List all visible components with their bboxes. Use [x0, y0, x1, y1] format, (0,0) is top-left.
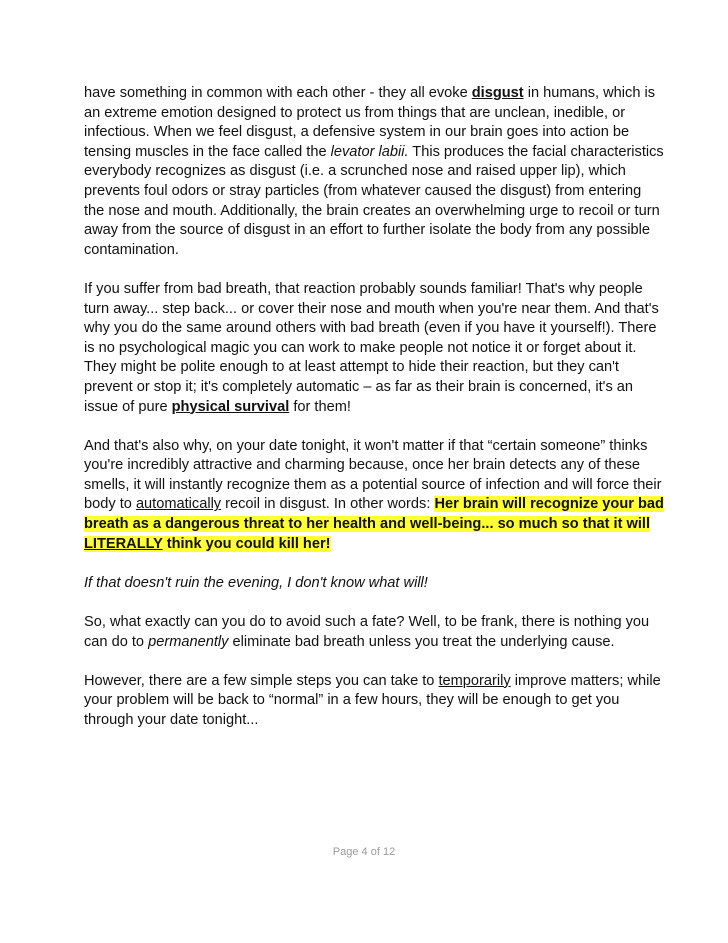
text-run: in humans, which is an extreme emotion designed to protect us from things that are unclean, inedible, or infectious. When we feel disgust, a defensive system in our brain goes into action be tensing muscles in the face called the: [84, 85, 656, 160]
keyword-disgust: disgust: [471, 85, 524, 101]
text-run: However, there are a few simple steps you can take to: [84, 672, 439, 689]
keyword-physical-survival: physical survival: [171, 398, 290, 415]
keyword-literally: LITERALLY: [84, 535, 163, 552]
text-run: have something in common with each other - they all evoke: [84, 85, 472, 101]
page-number: Page 4 of 12: [332, 846, 396, 858]
paragraph-fate: [84, 613, 664, 652]
keyword-temporarily: temporarily: [438, 672, 511, 689]
paragraph-date: [84, 437, 664, 555]
text-run: for them!: [289, 398, 351, 415]
text-run: This produces the facial characteristics everybody recognizes as disgust (i.e. a scrunched nose and raised upper lip), which prevents foul odors or stray particles (from whatever caused the disgust) from entering the nose and mouth. Additionally, the brain creates an overwhelming urge to recoil or turn away from the source of disgust in an effort to further isolate the body from any possible contamination.: [84, 143, 664, 258]
text-run: improve matters; while your problem will be back to “normal” in a few hours, they will be enough to get you through your date tonight...: [84, 672, 661, 728]
highlighted-statement: Her brain will recognize your bad breath as a dangerous threat to her health and well-being... so much so that it will: [84, 496, 664, 533]
text-run: eliminate bad breath unless you treat the underlying cause.: [228, 633, 615, 650]
paragraph-reaction: [84, 280, 664, 417]
paragraph-italic-aside: If that doesn't ruin the evening, I don't know what will!: [84, 574, 428, 591]
text-run: And that's also why, on your date tonight, it won't matter if that “certain someone” thinks you're incredibly attractive and charming because, once her brain detects any of these smells, it will instantly recognize them as a potential source of infection and will force their body to: [84, 437, 662, 513]
keyword-automatically: automatically: [135, 496, 222, 513]
paragraph-disgust: [84, 84, 664, 260]
term-levator-labii: levator labii.: [330, 143, 409, 160]
text-run: If you suffer from bad breath, that reaction probably sounds familiar! That's why people turn away... step back... or cover their nose and mouth when you're near them. And that's why you do the same around others with bad breath (even if you have it yourself!). There is no psychological magic you can work to make people not notice it or forget about it. They might be polite enough to at least attempt to hide their reaction, but they can't prevent or stop it; it's completely automatic – as far as their brain is concerned, it's an issue of pure: [84, 280, 659, 415]
highlighted-statement-end: think you could kill her!: [162, 535, 331, 552]
keyword-permanently: permanently: [148, 633, 229, 650]
paragraph-steps: [84, 672, 664, 731]
text-run: recoil in disgust. In other words:: [221, 496, 435, 513]
text-run: So, what exactly can you do to avoid such a fate? Well, to be frank, there is nothing you can do to: [84, 614, 650, 650]
document-body: [84, 84, 664, 750]
